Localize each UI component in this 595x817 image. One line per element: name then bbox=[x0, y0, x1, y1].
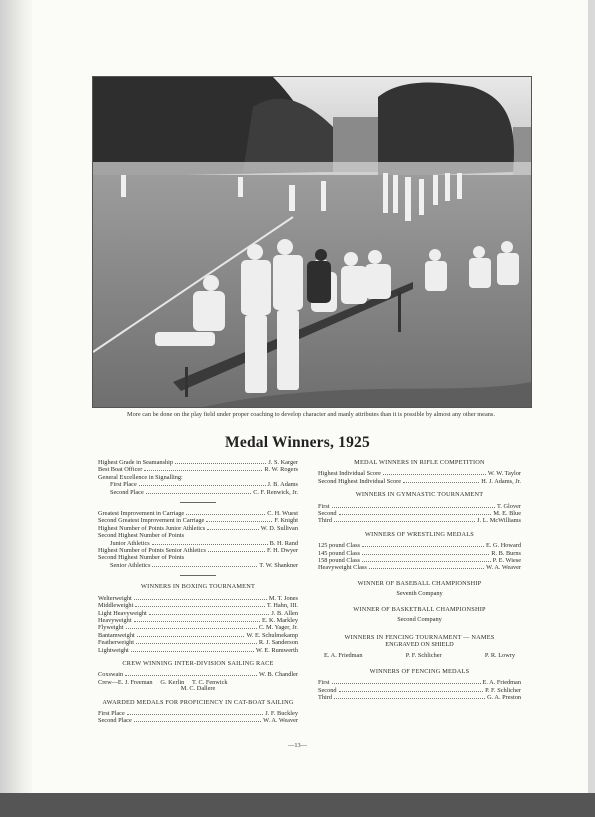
award-winner: J. F. Buckley bbox=[265, 709, 298, 717]
award-winner: F. H. Dwyer bbox=[267, 547, 298, 555]
award-row bbox=[98, 639, 298, 646]
award-label: First Place bbox=[110, 481, 137, 489]
fencer-name: E. A. Friedman bbox=[324, 652, 363, 660]
athletics-awards-list bbox=[98, 510, 298, 569]
award-row bbox=[318, 478, 521, 485]
award-row bbox=[98, 710, 298, 717]
award-row bbox=[98, 562, 298, 569]
award-label: Greatest Improvement in Carriage bbox=[98, 510, 185, 518]
dot-leader bbox=[131, 651, 254, 652]
fencing-shield-names bbox=[318, 652, 521, 659]
left-column bbox=[98, 459, 298, 725]
dot-leader bbox=[146, 493, 251, 494]
baseball-field-photo bbox=[92, 76, 532, 408]
basketball-winner: Second Company bbox=[397, 616, 442, 624]
dot-leader bbox=[362, 546, 484, 547]
award-row bbox=[318, 510, 521, 517]
fencing-medals-heading: WINNERS OF FENCING MEDALS bbox=[369, 667, 470, 675]
award-row bbox=[98, 459, 298, 466]
award-subheading: Second Highest Number of Points bbox=[98, 554, 185, 562]
award-row bbox=[318, 687, 521, 694]
page-number: —13— bbox=[288, 742, 307, 749]
award-row bbox=[98, 547, 298, 554]
award-label: Featherweight bbox=[98, 639, 135, 647]
award-row bbox=[98, 610, 298, 617]
award-label: First bbox=[318, 502, 330, 510]
award-label: First bbox=[318, 679, 330, 687]
award-row bbox=[318, 517, 521, 524]
award-row bbox=[98, 517, 298, 524]
dot-leader bbox=[127, 714, 264, 715]
award-label: Flyweight bbox=[98, 624, 124, 632]
award-label: Lightweight bbox=[98, 646, 129, 654]
award-winner: R. B. Burns bbox=[491, 549, 521, 557]
award-label: Second Highest Individual Score bbox=[318, 477, 402, 485]
dot-leader bbox=[403, 482, 479, 483]
award-label: Junior Athletics bbox=[110, 539, 150, 547]
award-row bbox=[98, 595, 298, 602]
dot-leader bbox=[186, 514, 265, 515]
award-winner: E. A. Friedman bbox=[482, 679, 521, 687]
gymnastic-heading: WINNERS IN GYMNASTIC TOURNAMENT bbox=[355, 491, 484, 499]
award-winner: G. A. Preston bbox=[487, 693, 521, 701]
award-winner: C. F. Renwick, Jr. bbox=[253, 488, 298, 496]
award-row bbox=[98, 525, 298, 532]
scan-bottom-edge bbox=[0, 793, 595, 817]
award-winner: T. Glover bbox=[496, 502, 521, 510]
dot-leader bbox=[152, 544, 268, 545]
sailing-heading: CREW WINNING INTER-DIVISION SAILING RACE bbox=[122, 659, 274, 667]
award-winner: J. L. McWilliams bbox=[477, 517, 521, 525]
general-awards-list bbox=[98, 459, 298, 496]
award-row bbox=[98, 466, 298, 473]
dot-leader bbox=[206, 521, 272, 522]
award-winner: T. Hahn, III. bbox=[266, 602, 298, 610]
dot-leader bbox=[134, 621, 260, 622]
section-divider bbox=[180, 575, 216, 576]
fencing-heading: WINNERS IN FENCING TOURNAMENT — NAMES bbox=[344, 633, 495, 641]
dot-leader bbox=[136, 643, 257, 644]
award-label: Highest Individual Score bbox=[318, 470, 381, 478]
dot-leader bbox=[144, 470, 262, 471]
award-winner: E. K. Markley bbox=[261, 616, 298, 624]
award-row bbox=[98, 624, 298, 631]
award-label: Highest Number of Points Senior Athletics bbox=[98, 547, 206, 555]
award-row bbox=[318, 550, 521, 557]
fencer-name: P. R. Lowry bbox=[484, 652, 515, 660]
award-winner: M. T. Jones bbox=[268, 594, 298, 602]
fencing-heading-continued: ENGRAVED ON SHIELD bbox=[385, 640, 454, 648]
award-label: 125 pound Class bbox=[318, 542, 360, 550]
dot-leader bbox=[134, 721, 261, 722]
award-label: Highest Grade in Seamanship bbox=[98, 459, 174, 466]
award-row bbox=[98, 617, 298, 624]
award-winner: W. A. Weaver bbox=[486, 564, 521, 572]
catboat-heading: AWARDED MEDALS FOR PROFICIENCY IN CAT-BOAT SAILING bbox=[102, 698, 294, 706]
dot-leader bbox=[152, 566, 257, 567]
dot-leader bbox=[334, 521, 475, 522]
award-row bbox=[98, 671, 298, 678]
award-winner: W. E. Schulmekamp bbox=[246, 631, 298, 639]
award-label: Best Boat Officer bbox=[98, 466, 143, 474]
crew-names: Crew—E. J. Freeman G. Kerlin T. C. Fenwick bbox=[98, 678, 228, 686]
dot-leader bbox=[332, 683, 481, 684]
dot-leader bbox=[207, 529, 259, 530]
award-winner: W. A. Weaver bbox=[263, 717, 298, 725]
dot-leader bbox=[126, 628, 257, 629]
award-label: Senior Athletics bbox=[110, 561, 151, 569]
section-divider bbox=[180, 502, 216, 503]
award-winner: F. Knight bbox=[274, 517, 298, 525]
page-title: Medal Winners, 1925 bbox=[225, 434, 370, 451]
award-label: Middleweight bbox=[98, 602, 134, 610]
award-winner: C. H. Wuest bbox=[267, 510, 298, 518]
award-label: 145 pound Class bbox=[318, 549, 360, 557]
award-label: Bantamweight bbox=[98, 631, 135, 639]
award-row bbox=[318, 503, 521, 510]
award-label: Heavyweight Class bbox=[318, 564, 367, 572]
award-label: Light Heavyweight bbox=[98, 609, 147, 617]
award-winner: J. B. Adams bbox=[267, 481, 298, 489]
award-winner: W. W. Taylor bbox=[487, 470, 521, 478]
award-winner: J. B. Allen bbox=[271, 609, 298, 617]
award-row bbox=[98, 602, 298, 609]
award-row bbox=[318, 679, 521, 686]
award-row bbox=[318, 470, 521, 477]
award-winner: T. W. Shankner bbox=[259, 561, 298, 569]
dot-leader bbox=[339, 514, 492, 515]
dot-leader bbox=[175, 463, 266, 464]
award-winner: W. E. Rumwerth bbox=[255, 646, 298, 654]
dot-leader bbox=[339, 691, 484, 692]
award-row bbox=[98, 647, 298, 654]
dot-leader bbox=[208, 551, 265, 552]
award-row bbox=[318, 557, 521, 564]
award-winner: P. E. Wiese bbox=[492, 557, 521, 565]
award-row bbox=[318, 542, 521, 549]
award-row bbox=[98, 632, 298, 639]
baseball-heading: WINNER OF BASEBALL CHAMPIONSHIP bbox=[357, 579, 482, 587]
dot-leader bbox=[332, 507, 495, 508]
page-spine bbox=[0, 0, 32, 793]
award-winner: C. M. Yager, Jr. bbox=[258, 624, 298, 632]
dot-leader bbox=[383, 474, 486, 475]
award-row bbox=[98, 481, 298, 488]
baseball-winner: Seventh Company bbox=[396, 590, 443, 598]
award-subheading: General Excellence in Signalling: bbox=[98, 473, 183, 481]
award-winner: R. J. Sanderson bbox=[258, 639, 298, 647]
award-winner: B. H. Rand bbox=[269, 539, 298, 547]
award-label: Second bbox=[318, 510, 337, 518]
crew-names-continued: M. C. Dallere bbox=[180, 685, 216, 693]
dot-leader bbox=[139, 485, 266, 486]
dot-leader bbox=[362, 561, 491, 562]
award-row bbox=[98, 510, 298, 517]
basketball-heading: WINNER OF BASKETBALL CHAMPIONSHIP bbox=[353, 605, 486, 613]
photo-caption: More can be done on the play field under proper coaching to develop character and manly attributes than it is possible by almost any other means. bbox=[127, 411, 495, 418]
award-winner: R. W. Rogers bbox=[264, 466, 298, 474]
award-label: Welterweight bbox=[98, 594, 132, 602]
boxing-list bbox=[98, 595, 298, 654]
award-label: Third bbox=[318, 517, 332, 525]
award-label: Second Place bbox=[110, 488, 144, 496]
wrestling-heading: WINNERS OF WRESTLING MEDALS bbox=[364, 530, 474, 538]
award-label: Second Place bbox=[98, 717, 132, 725]
award-winner: H. J. Adams, Jr. bbox=[481, 477, 521, 485]
award-label: Second bbox=[318, 686, 337, 694]
dot-leader bbox=[125, 675, 257, 676]
award-row bbox=[98, 540, 298, 547]
award-winner: P. F. Schlicher bbox=[485, 686, 521, 694]
award-label: Third bbox=[318, 693, 332, 701]
award-winner: M. E. Blue bbox=[493, 510, 521, 518]
right-column bbox=[318, 459, 521, 701]
dot-leader bbox=[369, 568, 484, 569]
award-winner: J. S. Karger bbox=[268, 459, 298, 466]
dot-leader bbox=[149, 614, 270, 615]
award-row bbox=[318, 694, 521, 701]
award-label: 158 pound Class bbox=[318, 557, 360, 565]
dot-leader bbox=[334, 698, 485, 699]
award-label: Heavyweight bbox=[98, 616, 132, 624]
award-winner: W. B. Chandler bbox=[259, 671, 298, 679]
award-winner: W. D. Sullivan bbox=[260, 524, 298, 532]
award-subheading: Second Highest Number of Points bbox=[98, 532, 185, 540]
fencer-name: P. F. Schlicher bbox=[405, 652, 442, 660]
boxing-heading: WINNERS IN BOXING TOURNAMENT bbox=[141, 583, 255, 591]
award-label: Coxswain bbox=[98, 671, 124, 679]
award-row bbox=[98, 717, 298, 724]
award-row bbox=[318, 564, 521, 571]
award-winner: E. G. Howard bbox=[486, 542, 521, 550]
dot-leader bbox=[137, 636, 245, 637]
award-label: Second Greatest Improvement in Carriage bbox=[98, 517, 205, 525]
dot-leader bbox=[134, 599, 267, 600]
dot-leader bbox=[362, 554, 489, 555]
award-label: First Place bbox=[98, 709, 125, 717]
award-label: Highest Number of Points Junior Athletics bbox=[98, 524, 206, 532]
dot-leader bbox=[135, 606, 264, 607]
award-row bbox=[98, 489, 298, 496]
rifle-heading: MEDAL WINNERS IN RIFLE COMPETITION bbox=[354, 459, 485, 466]
